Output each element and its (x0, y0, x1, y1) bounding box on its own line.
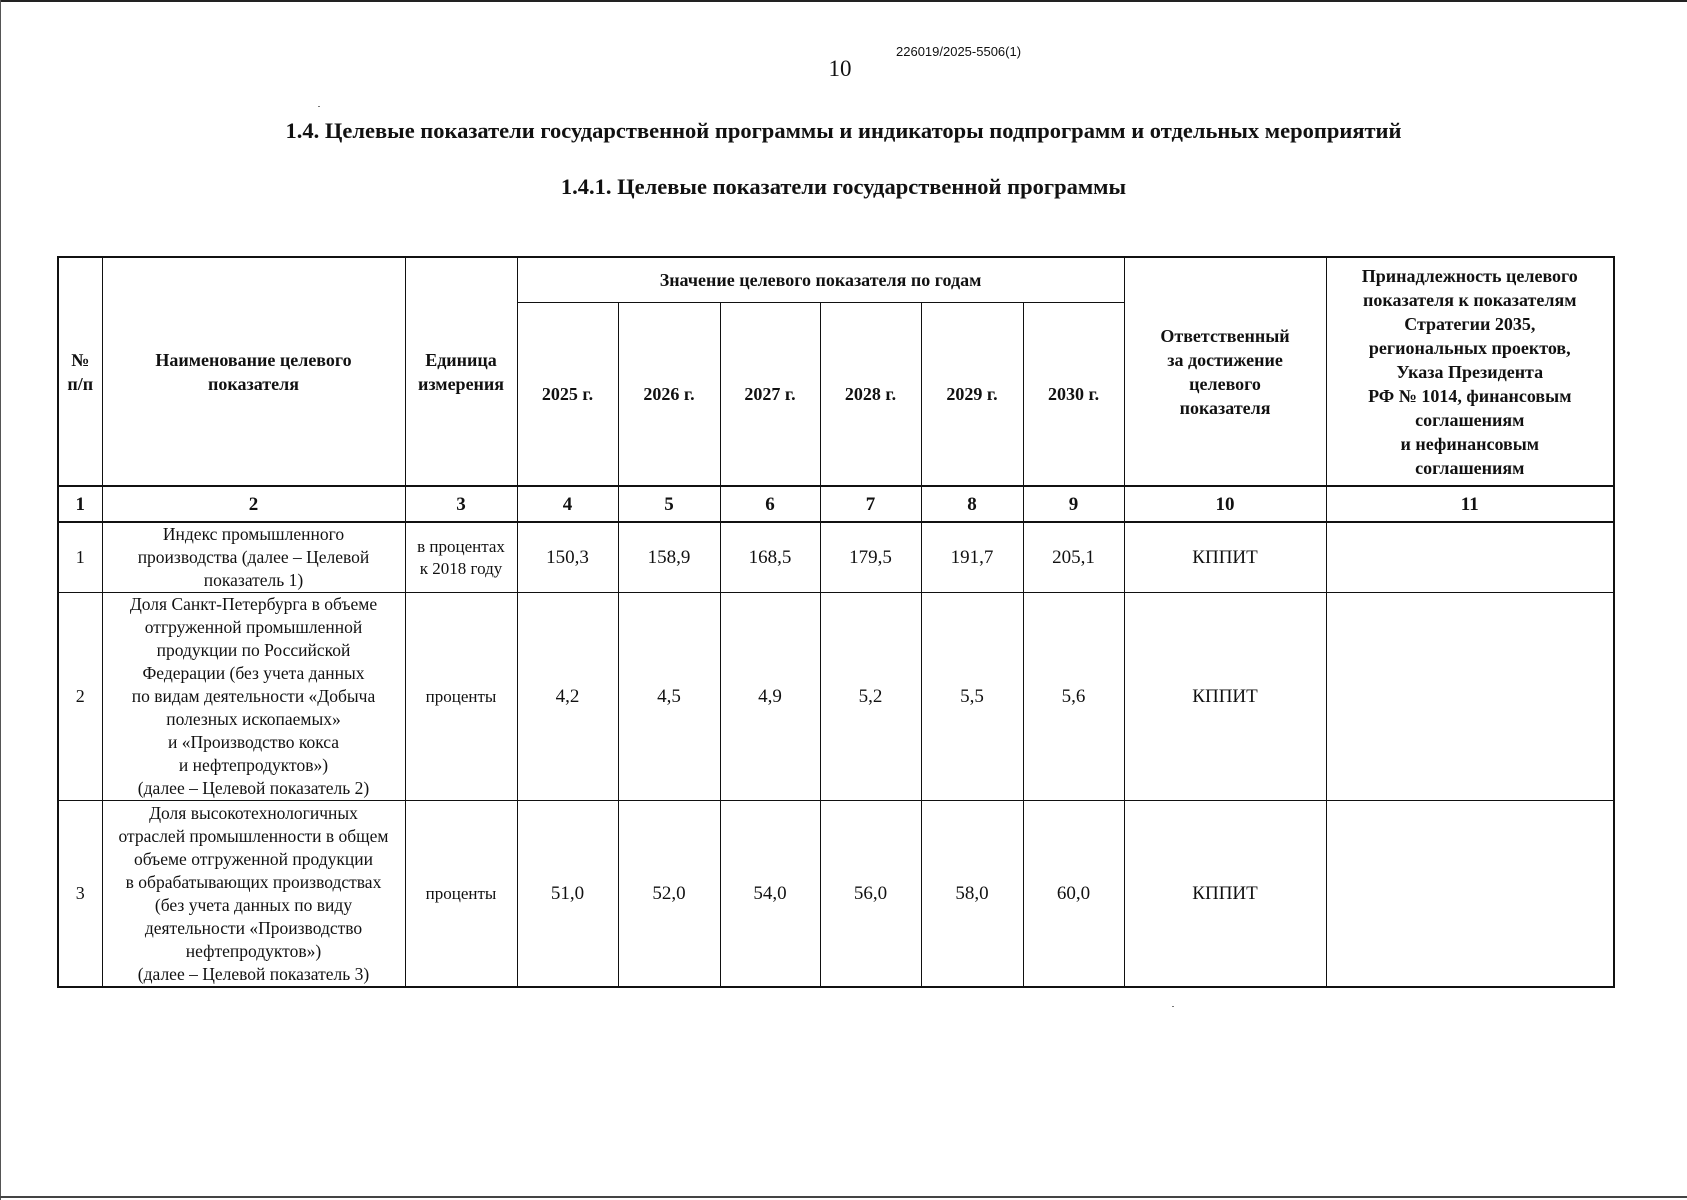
page-frame-top (0, 0, 1687, 2)
header-affiliation: Принадлежность целевого показателя к показателям Стратегии 2035, региональных проектов, Указа Президента РФ № 1014, финансовым соглашениям и нефинансовым соглашениям (1326, 257, 1614, 486)
header-year: 2030 г. (1023, 302, 1124, 486)
column-number: 10 (1124, 486, 1326, 522)
column-number: 11 (1326, 486, 1614, 522)
indicator-unit: в процентах к 2018 году (405, 522, 517, 593)
header-year: 2026 г. (618, 302, 720, 486)
responsible-body: КППИТ (1124, 801, 1326, 988)
responsible-body: КППИТ (1124, 522, 1326, 593)
column-number: 7 (820, 486, 921, 522)
column-number: 5 (618, 486, 720, 522)
page-frame-bottom (0, 1196, 1687, 1198)
column-number: 2 (102, 486, 405, 522)
indicator-name: Доля Санкт-Петербурга в объеме отгруженной промышленной продукции по Российской Федерации (без учета данных по видам деятельности «Добыча полезных ископаемых» и «Производство кокса и нефтепродуктов») (далее – Целевой показатель 2) (102, 593, 405, 801)
affiliation-cell (1326, 593, 1614, 801)
target-indicators-table (57, 256, 1615, 988)
value-2025: 150,3 (517, 522, 618, 593)
value-2028: 5,2 (820, 593, 921, 801)
value-2030: 205,1 (1023, 522, 1124, 593)
column-number: 1 (58, 486, 102, 522)
scan-speck (1172, 1006, 1174, 1007)
header-num: № п/п (58, 257, 102, 486)
value-2026: 52,0 (618, 801, 720, 988)
indicator-name: Индекс промышленного производства (далее – Целевой показатель 1) (102, 522, 405, 593)
column-number: 6 (720, 486, 820, 522)
header-year: 2028 г. (820, 302, 921, 486)
value-2026: 158,9 (618, 522, 720, 593)
header-responsible: Ответственный за достижение целевого показателя (1124, 257, 1326, 486)
value-2028: 56,0 (820, 801, 921, 988)
header-year: 2025 г. (517, 302, 618, 486)
header-unit: Единица измерения (405, 257, 517, 486)
column-number: 4 (517, 486, 618, 522)
value-2026: 4,5 (618, 593, 720, 801)
value-2029: 191,7 (921, 522, 1023, 593)
row-num: 3 (58, 801, 102, 988)
header-name: Наименование целевого показателя (102, 257, 405, 486)
column-number: 3 (405, 486, 517, 522)
header-values-group: Значение целевого показателя по годам (517, 257, 1124, 302)
header-year: 2027 г. (720, 302, 820, 486)
scan-speck (318, 106, 320, 107)
value-2029: 58,0 (921, 801, 1023, 988)
value-2027: 54,0 (720, 801, 820, 988)
value-2027: 4,9 (720, 593, 820, 801)
table-row (58, 801, 1614, 988)
value-2025: 4,2 (517, 593, 618, 801)
indicator-name: Доля высокотехнологичных отраслей промышленности в общем объеме отгруженной продукции в обрабатывающих производствах (без учета данных по виду деятельности «Производство нефтепродуктов») (далее – Целевой показатель 3) (102, 801, 405, 988)
target-indicators-table-wrapper (57, 256, 1615, 988)
value-2030: 5,6 (1023, 593, 1124, 801)
registration-number: 226019/2025-5506(1) (896, 44, 1022, 59)
row-num: 1 (58, 522, 102, 593)
table-row (58, 522, 1614, 593)
affiliation-cell (1326, 522, 1614, 593)
row-num: 2 (58, 593, 102, 801)
responsible-body: КППИТ (1124, 593, 1326, 801)
section-title: 1.4. Целевые показатели государственной программы и индикаторы подпрограмм и отдельных мероприятий (285, 118, 1402, 143)
column-number: 8 (921, 486, 1023, 522)
value-2025: 51,0 (517, 801, 618, 988)
column-number: 9 (1023, 486, 1124, 522)
value-2028: 179,5 (820, 522, 921, 593)
value-2027: 168,5 (720, 522, 820, 593)
table-row (58, 593, 1614, 801)
page-number: 10 (828, 56, 852, 81)
value-2029: 5,5 (921, 593, 1023, 801)
indicator-unit: проценты (405, 801, 517, 988)
column-numbers-row (58, 486, 1614, 522)
header-year: 2029 г. (921, 302, 1023, 486)
indicator-unit: проценты (405, 593, 517, 801)
affiliation-cell (1326, 801, 1614, 988)
value-2030: 60,0 (1023, 801, 1124, 988)
subsection-title: 1.4.1. Целевые показатели государственной программы (560, 174, 1127, 199)
